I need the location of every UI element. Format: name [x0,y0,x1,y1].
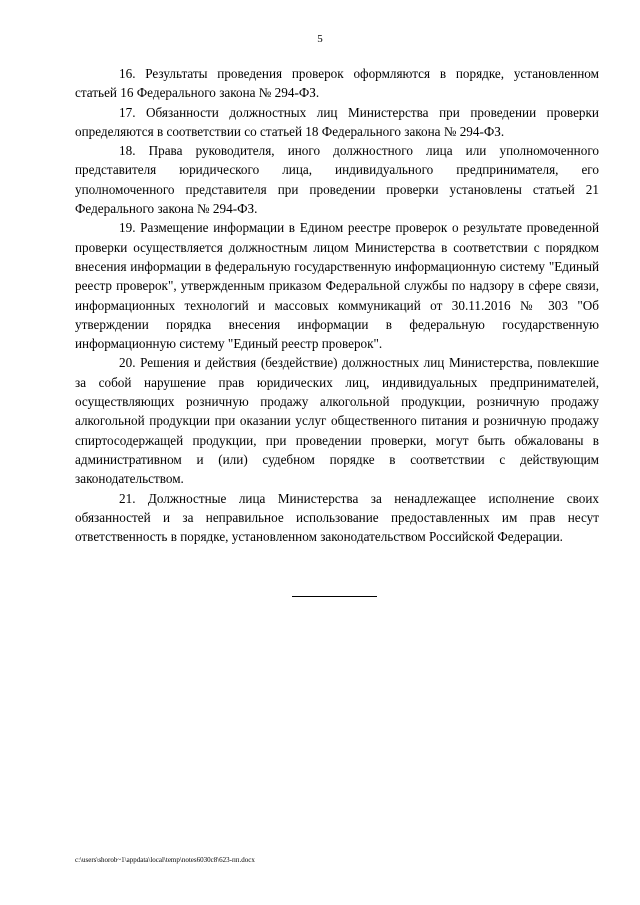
paragraph-16: 16. Результаты проведения проверок оформляются в порядке, установленном статьей 16 Федерального закона № 294-ФЗ. [75,66,599,101]
paragraph-20: 20. Решения и действия (бездействие) должностных лиц Министерства, повлекшие за собой нарушение прав юридических лиц, индивидуальных предпринимателей, осуществляющих розничную продажу алкогольной продукции, розничную продажу алкогольной продукции при оказании услуг общественного питания и розничную продажу спиртосодержащей продукции, при проведении проверки, могут быть обжалованы в административном и (или) судебном порядке в соответствии с действующим законодательством. [75,355,599,487]
paragraph-19: 19. Размещение информации в Едином реестре проверок о результате проведенной проверки осуществляется должностным лицом Министерства в соответствии с порядком внесения информации в федеральную государственную информационную систему "Единый реестр проверок", утвержденным приказом Федеральной службы по надзору в сфере связи, информационных технологий и массовых коммуникаций от 30.11.2016 № 303 "Об утверждении порядка внесения информации в федеральную государственную информационную систему "Единый реестр проверок". [75,220,599,352]
page-number: 5 [317,33,323,45]
end-divider [292,596,377,597]
paragraph-18: 18. Права руководителя, иного должностного лица или уполномоченного представителя юридического лица, индивидуального предпринимателя, его уполномоченного представителя при проведении проверки установлены статьей 21 Федерального закона № 294-ФЗ. [75,143,599,217]
paragraph-17: 17. Обязанности должностных лиц Министерства при проведении проверки определяются в соответствии со статьей 18 Федерального закона № 294-ФЗ. [75,104,599,139]
paragraph-21: 21. Должностные лица Министерства за ненадлежащее исполнение своих обязанностей и за неправильное использование предоставленных им прав несут ответственность в порядке, установленном законодательством Российской Федерации. [75,490,599,545]
footer-file-path: c:\users\shorob~1\appdata\local\temp\notes6030c8\623-пп.docx [75,856,255,864]
document-body [75,64,599,546]
